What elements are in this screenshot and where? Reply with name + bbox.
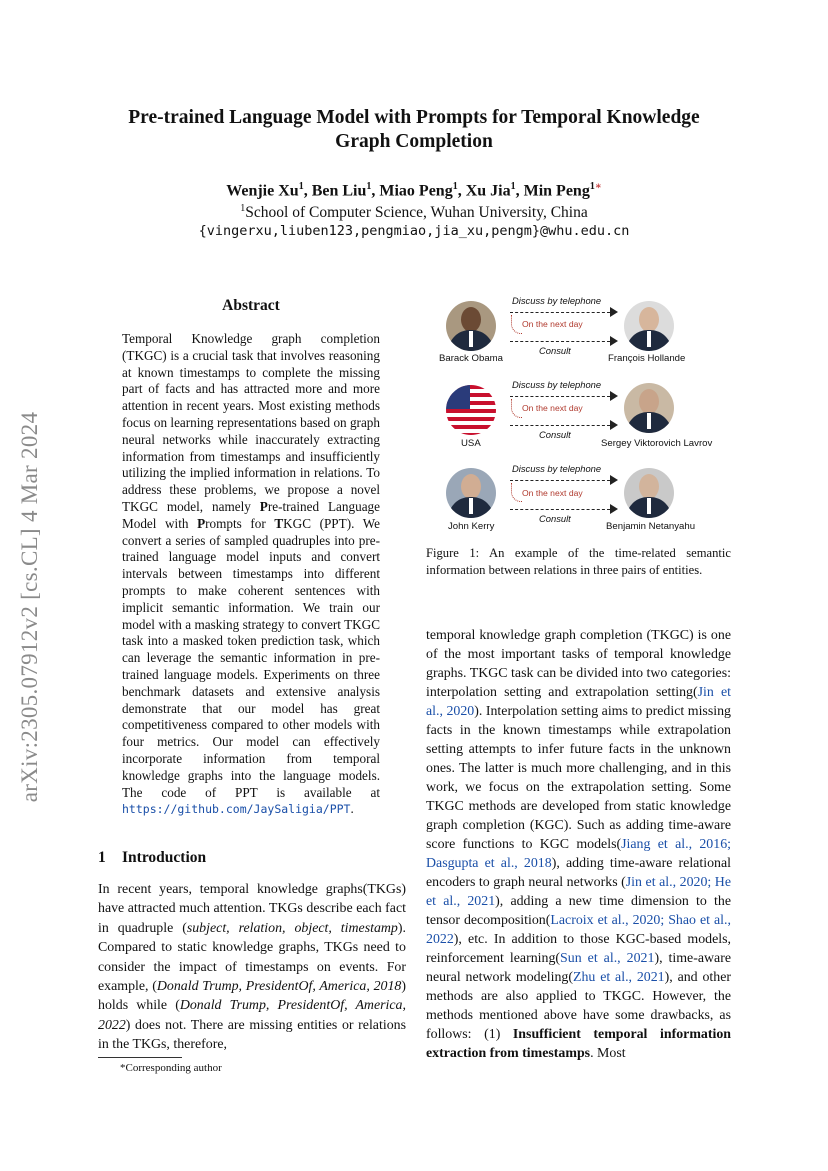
title-line-2: Graph Completion [335, 131, 493, 152]
citation-link[interactable]: Jiang et al., 2016; Dasgupta et al., 2018 [426, 837, 732, 871]
footnote-rule [98, 1057, 182, 1058]
author: Ben Liu [311, 182, 367, 200]
sergey-lavrov-portrait [624, 383, 674, 433]
abstract-heading: Abstract [222, 297, 280, 314]
code-link[interactable]: https://github.com/JaySaligia/PPT [122, 802, 351, 817]
citation-link[interactable]: Sun et al., 2021 [560, 951, 655, 966]
time-prompt: On the next day [522, 319, 583, 329]
entity-left: USA [461, 438, 481, 449]
section-heading: 1 Introduction [98, 849, 207, 866]
footnote: *Corresponding author [120, 1062, 222, 1074]
author-emails: {vingerxu,liuben123,pengmiao,jia_xu,pengm}@whu.edu.cn [198, 223, 630, 239]
author: Miao Peng [379, 182, 453, 200]
citation-link[interactable]: Jin et al., 2020; He et al., 2021 [426, 875, 731, 909]
citation-link[interactable]: Jin et al., 2020 [426, 685, 731, 719]
figure-caption: Figure 1: An example of the time-related semantic information between relations in three pairs of entities. [426, 546, 731, 577]
relation-label: Discuss by telephone [512, 295, 602, 306]
francois-hollande-portrait [624, 301, 674, 351]
entity-right: François Hollande [608, 353, 686, 364]
barack-obama-portrait [446, 301, 496, 351]
relation-label: Consult [539, 345, 571, 356]
entity-left: Barack Obama [439, 353, 503, 364]
relation-label: Discuss by telephone [512, 379, 602, 390]
citation-link[interactable]: Lacroix et al., 2020; Shao et al., 2022 [426, 913, 731, 947]
abstract-body: Temporal Knowledge graph completion (TKGC) is a crucial task that involves reasoning at known timestamps to complete the missing part of facts and has attracted more and more attention in recent years. Most existing methods focus on learning representations based on graph neural networks while inaccurately extracting information from timestamps and insufficiently utilizing the implied information in relations. To address these problems, we propose a novel TKGC model, namely Pre-trained Language Model with Prompts for TKGC (PPT). We convert a series of sampled quadruples into pre-trained language model inputs and convert intervals between timestamps into different prompts to make coherent sentences with implicit semantic information. We train our model with a masking strategy to convert TKGC task into a masked token prediction task, which can leverage the semantic information in pre-trained language models. Experiments on three benchmark datasets and extensive analysis demonstrate that our model has great competitiveness compared to other models with four metrics. Our model can effectively incorporate information from temporal knowledge graphs into the language models. The code of PPT is available at https://github.com/JaySaligia/PPT. [122, 331, 380, 817]
relation-label: Discuss by telephone [512, 463, 602, 474]
relation-label: Consult [539, 513, 571, 524]
time-prompt: On the next day [522, 403, 583, 413]
introduction-continued: temporal knowledge graph completion (TKGC) is one of the most important tasks of temporal knowledge graphs. TKGC task can be divided into two categories: interpolation setting and extrapolation setting(Jin et al., 2020). Interpolation setting aims to predict missing facts in the known timestamps while extrapolation setting attempts to infer future facts in the unknown ones. The latter is much more challenging, and in this work, we focus on the extrapolation setting. Some TKGC methods are developed from static knowledge graph completion (KGC). Such as adding time-aware score functions to KGC models(Jiang et al., 2016; Dasgupta et al., 2018), adding time-aware relational encoders to graph neural networks (Jin et al., 2020; He et al., 2021), adding a new time dimension to the tensor decomposition(Lacroix et al., 2020; Shao et al., 2022), etc. In addition to those KGC-based models, reinforcement learning(Sun et al., 2021), time-aware neural network modeling(Zhu et al., 2021), and other methods are also applied to TKGC. However, the methods mentioned above have some drawbacks, as follows: (1) Insufficient temporal information extraction from timestamps. Most [426, 628, 732, 1061]
john-kerry-portrait [446, 468, 496, 518]
title-line-1: Pre-trained Language Model with Prompts for Temporal Knowledge [128, 107, 700, 128]
arxiv-watermark: arXiv:2305.07912v2 [cs.CL] 4 Mar 2024 [17, 411, 42, 803]
author: Min Peng [523, 182, 590, 200]
usa-flag-icon [446, 385, 496, 435]
time-prompt: On the next day [522, 488, 583, 498]
author: Xu Jia [465, 182, 511, 200]
author-list: Wenjie Xu$^1$, Ben Liu$^1$, Miao Peng$^1$, Xu Jia$^1$, Min Peng$^{1∗}$ [226, 181, 602, 200]
entity-right: Benjamin Netanyahu [606, 521, 696, 532]
entity-left: John Kerry [448, 521, 495, 532]
introduction-paragraph: In recent years, temporal knowledge graphs(TKGs) have attracted much attention. TKGs describe each fact in quadruple (subject, relation, object, timestamp). Compared to static knowledge graphs, TKGs need to consider the impact of timestamps on events. For example, (Donald Trump, PresidentOf, America, 2018) holds while (Donald Trump, PresidentOf, America, 2022) does not. There are missing entities or relations in the TKGs, therefore, [98, 882, 406, 1053]
benjamin-netanyahu-portrait [624, 468, 674, 518]
paper-title [90, 106, 738, 154]
citation-link[interactable]: Zhu et al., 2021 [572, 970, 665, 985]
figure-1 [426, 288, 731, 538]
entity-right: Sergey Viktorovich Lavrov [601, 438, 713, 449]
affiliation: $^1$School of Computer Science, Wuhan University, China [240, 203, 588, 222]
author: Wenjie Xu [226, 182, 299, 200]
relation-label: Consult [539, 429, 571, 440]
